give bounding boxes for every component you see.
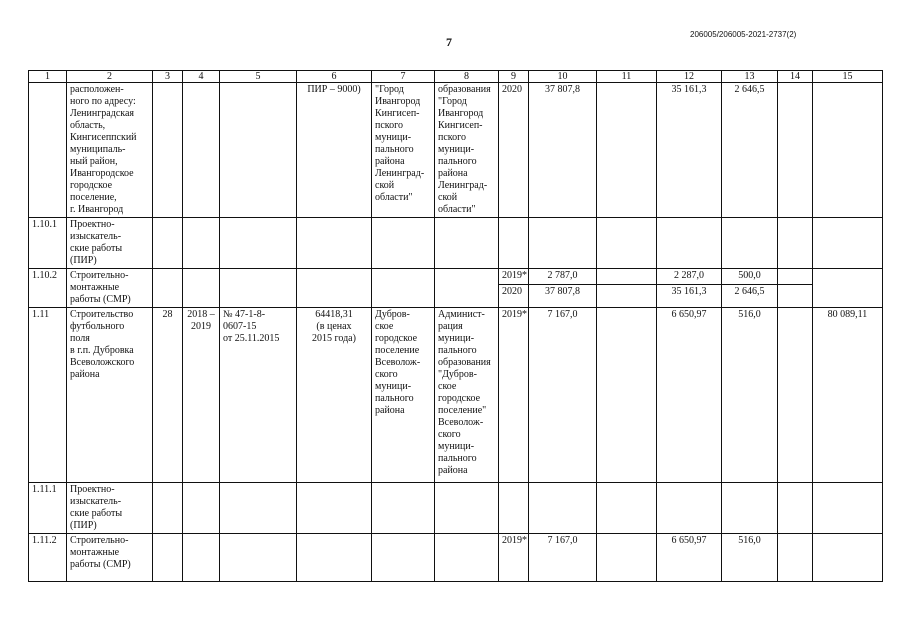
amount-cell: 37 807,8: [529, 284, 597, 307]
cell: [372, 269, 435, 308]
object-name-cell: расположен- ного по адресу: Ленинградская область, Кингисеппский муниципаль- ный район, Ивангородское городское поселение, г. Ивангород: [67, 83, 153, 218]
year-cell: 2019*: [499, 269, 529, 285]
cell: [220, 269, 297, 308]
amount-cell: 2 646,5: [722, 284, 778, 307]
cell: [499, 218, 529, 269]
table-row-1-11-1: [29, 483, 883, 534]
amount-cell: 2 646,5: [722, 83, 778, 218]
amount-cell: 6 650,97: [657, 308, 722, 483]
amount-cell: 7 167,0: [529, 308, 597, 483]
cell: [778, 269, 813, 285]
column-header: 14: [778, 71, 813, 83]
total-cost-cell: 80 089,11: [813, 308, 883, 483]
column-header: 11: [597, 71, 657, 83]
object-name-cell: Строительство футбольного поля в г.п. Дубровка Всеволожского района: [67, 308, 153, 483]
cell: [597, 483, 657, 534]
amount-cell: 35 161,3: [657, 83, 722, 218]
column-number-row: [29, 71, 883, 83]
cell: [778, 83, 813, 218]
cell: [153, 218, 183, 269]
row-number-cell: 1.11.2: [29, 534, 67, 582]
table-row-1-10-2: [29, 269, 883, 285]
cell: [657, 483, 722, 534]
table-row-1-10-1: [29, 218, 883, 269]
customer-cell: образования "Город Ивангород Кингисеп- пского муници- пального района Ленинград- ской области": [435, 83, 499, 218]
column-header: 15: [813, 71, 883, 83]
cell: [297, 218, 372, 269]
amount-cell: 35 161,3: [657, 284, 722, 307]
column-header: 12: [657, 71, 722, 83]
document-code: 206005/206005-2021-2737(2): [690, 30, 797, 39]
column-header: 7: [372, 71, 435, 83]
cell: [813, 534, 883, 582]
object-name-cell: Проектно- изыскатель- ские работы (ПИР): [67, 483, 153, 534]
row-number-cell: 1.10.2: [29, 269, 67, 308]
cell: [372, 483, 435, 534]
year-cell: 2020: [499, 83, 529, 218]
cell: [153, 269, 183, 308]
cell: [220, 218, 297, 269]
cell: [372, 534, 435, 582]
row-number-cell: 1.10.1: [29, 218, 67, 269]
cell: [813, 269, 883, 308]
cell: [153, 83, 183, 218]
cell: [778, 308, 813, 483]
table-row-1-11: [29, 308, 883, 483]
amount-cell: 6 650,97: [657, 534, 722, 582]
column-header: 4: [183, 71, 220, 83]
cell: [435, 483, 499, 534]
object-name-cell: Строительно- монтажные работы (СМР): [67, 534, 153, 582]
cell: [297, 269, 372, 308]
column-header: 5: [220, 71, 297, 83]
column-header: 8: [435, 71, 499, 83]
cell: [597, 218, 657, 269]
cell: [435, 218, 499, 269]
row-number-cell: 1.11: [29, 308, 67, 483]
amount-cell: 2 287,0: [657, 269, 722, 285]
cell: [778, 284, 813, 307]
cell: [657, 218, 722, 269]
cell: [183, 534, 220, 582]
year-cell: 2020: [499, 284, 529, 307]
row-number-cell: 1.11.1: [29, 483, 67, 534]
row-number-cell: [29, 83, 67, 218]
cell: [220, 534, 297, 582]
object-name-cell: Проектно- изыскатель- ские работы (ПИР): [67, 218, 153, 269]
cell: [220, 83, 297, 218]
amount-cell: 516,0: [722, 534, 778, 582]
estimated-cost-cell: 64418,31 (в ценах 2015 года): [297, 308, 372, 483]
table-row-continuation: [29, 83, 883, 218]
amount-cell: 7 167,0: [529, 534, 597, 582]
column-header: 2: [67, 71, 153, 83]
cell: [297, 483, 372, 534]
column-header: 10: [529, 71, 597, 83]
capacity-cell: 28: [153, 308, 183, 483]
year-cell: 2019*: [499, 534, 529, 582]
cell: [597, 534, 657, 582]
amount-cell: 2 787,0: [529, 269, 597, 285]
column-header: 1: [29, 71, 67, 83]
cell: [529, 483, 597, 534]
cell: [722, 218, 778, 269]
cell: [183, 269, 220, 308]
cell: [597, 269, 657, 285]
cell: [722, 483, 778, 534]
cell: [813, 218, 883, 269]
cell: [597, 83, 657, 218]
cell: [778, 218, 813, 269]
cell: [778, 483, 813, 534]
amount-cell: 516,0: [722, 308, 778, 483]
owner-cell: "Город Ивангород Кингисеп- пского муници- пального района Ленинград- ской области": [372, 83, 435, 218]
cell: [183, 483, 220, 534]
year-cell: 2019*: [499, 308, 529, 483]
estimated-cost-cell: ПИР – 9000): [297, 83, 372, 218]
page-number: 7: [446, 35, 452, 49]
cell: [435, 269, 499, 308]
cell: [529, 218, 597, 269]
owner-cell: Дубров- ское городское поселение Всеволож- ского муници- пального района: [372, 308, 435, 483]
cell: [183, 83, 220, 218]
column-header: 9: [499, 71, 529, 83]
period-cell: 2018 – 2019: [183, 308, 220, 483]
expertise-cell: № 47-1-8- 0607-15 от 25.11.2015: [220, 308, 297, 483]
cell: [813, 83, 883, 218]
cell: [372, 218, 435, 269]
column-header: 6: [297, 71, 372, 83]
cell: [153, 534, 183, 582]
object-name-cell: Строительно- монтажные работы (СМР): [67, 269, 153, 308]
cell: [597, 284, 657, 307]
cell: [183, 218, 220, 269]
cell: [153, 483, 183, 534]
column-header: 3: [153, 71, 183, 83]
amount-cell: 500,0: [722, 269, 778, 285]
cell: [435, 534, 499, 582]
program-table: [28, 70, 883, 582]
cell: [813, 483, 883, 534]
column-header: 13: [722, 71, 778, 83]
cell: [220, 483, 297, 534]
cell: [499, 483, 529, 534]
cell: [778, 534, 813, 582]
amount-cell: 37 807,8: [529, 83, 597, 218]
customer-cell: Админист- рация муници- пального образования "Дубров- ское городское поселение" Всеволож- ского муници- пального района: [435, 308, 499, 483]
cell: [597, 308, 657, 483]
table-row-1-11-2: [29, 534, 883, 582]
cell: [297, 534, 372, 582]
